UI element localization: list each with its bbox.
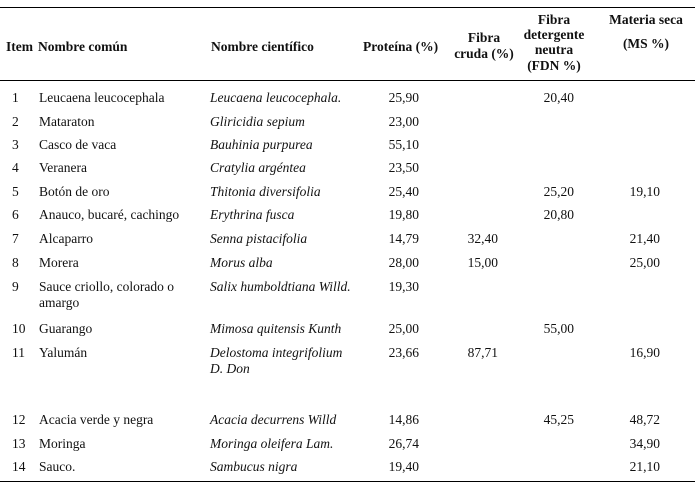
cell-item: 4 [12, 160, 19, 175]
cell-protein: 25,90 [388, 90, 419, 105]
cell-dry-matter: 19,10 [629, 184, 660, 199]
header-item: Item [6, 39, 33, 54]
header-dry-matter-l1: Materia seca [609, 12, 683, 27]
cell-scientific: Morus alba [210, 255, 273, 270]
cell-item: 12 [12, 412, 26, 427]
cell-item: 9 [12, 279, 19, 294]
cell-scientific: Moringa oleifera Lam. [210, 436, 334, 451]
cell-scientific: Cratylia argéntea [210, 160, 306, 175]
cell-item: 1 [12, 90, 19, 105]
header-dry-matter-l2: (MS %) [622, 36, 670, 51]
header-ndf-l3: neutra [534, 42, 574, 57]
cell-item: 14 [12, 459, 26, 474]
header-crude-fiber-l1: Fibra [467, 30, 501, 45]
cell-dry-matter: 16,90 [629, 345, 660, 360]
cell-scientific: Acacia decurrens Willd [210, 412, 337, 427]
cell-protein: 55,10 [388, 137, 419, 152]
cell-dry-matter: 25,00 [629, 255, 660, 270]
cell-ndf: 55,00 [543, 321, 574, 336]
top-rule [0, 7, 695, 8]
cell-dry-matter: 21,10 [629, 459, 660, 474]
header-scientific-name: Nombre científico [211, 39, 314, 54]
cell-common: Sauce criollo, colorado o [39, 279, 174, 294]
header-rule [0, 80, 695, 81]
cell-common: amargo [39, 295, 80, 310]
cell-dry-matter: 34,90 [629, 436, 660, 451]
cell-common: Yalumán [39, 345, 88, 360]
cell-ndf: 20,80 [543, 207, 574, 222]
cell-protein: 14,79 [388, 231, 419, 246]
cell-scientific: Salix humboldtiana Willd. [210, 279, 351, 294]
cell-ndf: 25,20 [543, 184, 574, 199]
cell-item: 11 [12, 345, 25, 360]
cell-scientific: Senna pistacifolia [210, 231, 308, 246]
cell-scientific: Sambucus nigra [210, 459, 298, 474]
cell-crude-fiber: 15,00 [467, 255, 498, 270]
cell-common: Sauco. [39, 459, 76, 474]
cell-protein: 23,50 [388, 160, 419, 175]
cell-scientific: Thitonia diversifolia [210, 184, 321, 199]
cell-ndf: 45,25 [543, 412, 574, 427]
cell-scientific: Leucaena leucocephala. [210, 90, 342, 105]
cell-protein: 25,00 [388, 321, 419, 336]
cell-item: 13 [12, 436, 26, 451]
cell-protein: 14,86 [388, 412, 419, 427]
cell-scientific: Gliricidia sepium [210, 114, 305, 129]
cell-common: Morera [39, 255, 79, 270]
cell-scientific: Delostoma integrifolium [210, 345, 343, 360]
cell-protein: 19,40 [388, 459, 419, 474]
cell-item: 5 [12, 184, 19, 199]
header-protein: Proteína (%) [363, 39, 439, 54]
header-ndf-l2: detergente [523, 27, 585, 42]
cell-common: Alcaparro [39, 231, 93, 246]
cell-scientific: Mimosa quitensis Kunth [210, 321, 342, 336]
header-ndf-l1: Fibra [537, 12, 571, 27]
cell-item: 10 [12, 321, 26, 336]
header-crude-fiber-l2: cruda (%) [454, 46, 514, 61]
cell-protein: 23,66 [388, 345, 419, 360]
cell-common: Veranera [39, 160, 87, 175]
cell-protein: 25,40 [388, 184, 419, 199]
cell-item: 3 [12, 137, 19, 152]
cell-scientific: Erythrina fusca [210, 207, 295, 222]
cell-common: Leucaena leucocephala [39, 90, 165, 105]
cell-common: Botón de oro [39, 184, 110, 199]
cell-common: Anauco, bucaré, cachingo [39, 207, 180, 222]
cell-common: Moringa [39, 436, 86, 451]
cell-protein: 28,00 [388, 255, 419, 270]
cell-item: 6 [12, 207, 19, 222]
header-common-name: Nombre común [38, 39, 128, 54]
cell-item: 8 [12, 255, 19, 270]
cell-protein: 19,30 [388, 279, 419, 294]
cell-common: Casco de vaca [39, 137, 117, 152]
cell-ndf: 20,40 [543, 90, 574, 105]
cell-common: Mataraton [39, 114, 95, 129]
cell-scientific: Bauhinia purpurea [210, 137, 313, 152]
cell-common: Acacia verde y negra [39, 412, 154, 427]
cell-dry-matter: 48,72 [629, 412, 660, 427]
cell-crude-fiber: 32,40 [467, 231, 498, 246]
cell-scientific: D. Don [210, 361, 250, 376]
cell-crude-fiber: 87,71 [467, 345, 498, 360]
cell-common: Guarango [39, 321, 93, 336]
cell-protein: 19,80 [388, 207, 419, 222]
bottom-rule [0, 481, 695, 482]
cell-item: 7 [12, 231, 19, 246]
header-ndf-l4: (FDN %) [527, 58, 581, 73]
cell-item: 2 [12, 114, 19, 129]
cell-dry-matter: 21,40 [629, 231, 660, 246]
cell-protein: 26,74 [388, 436, 419, 451]
cell-protein: 23,00 [388, 114, 419, 129]
